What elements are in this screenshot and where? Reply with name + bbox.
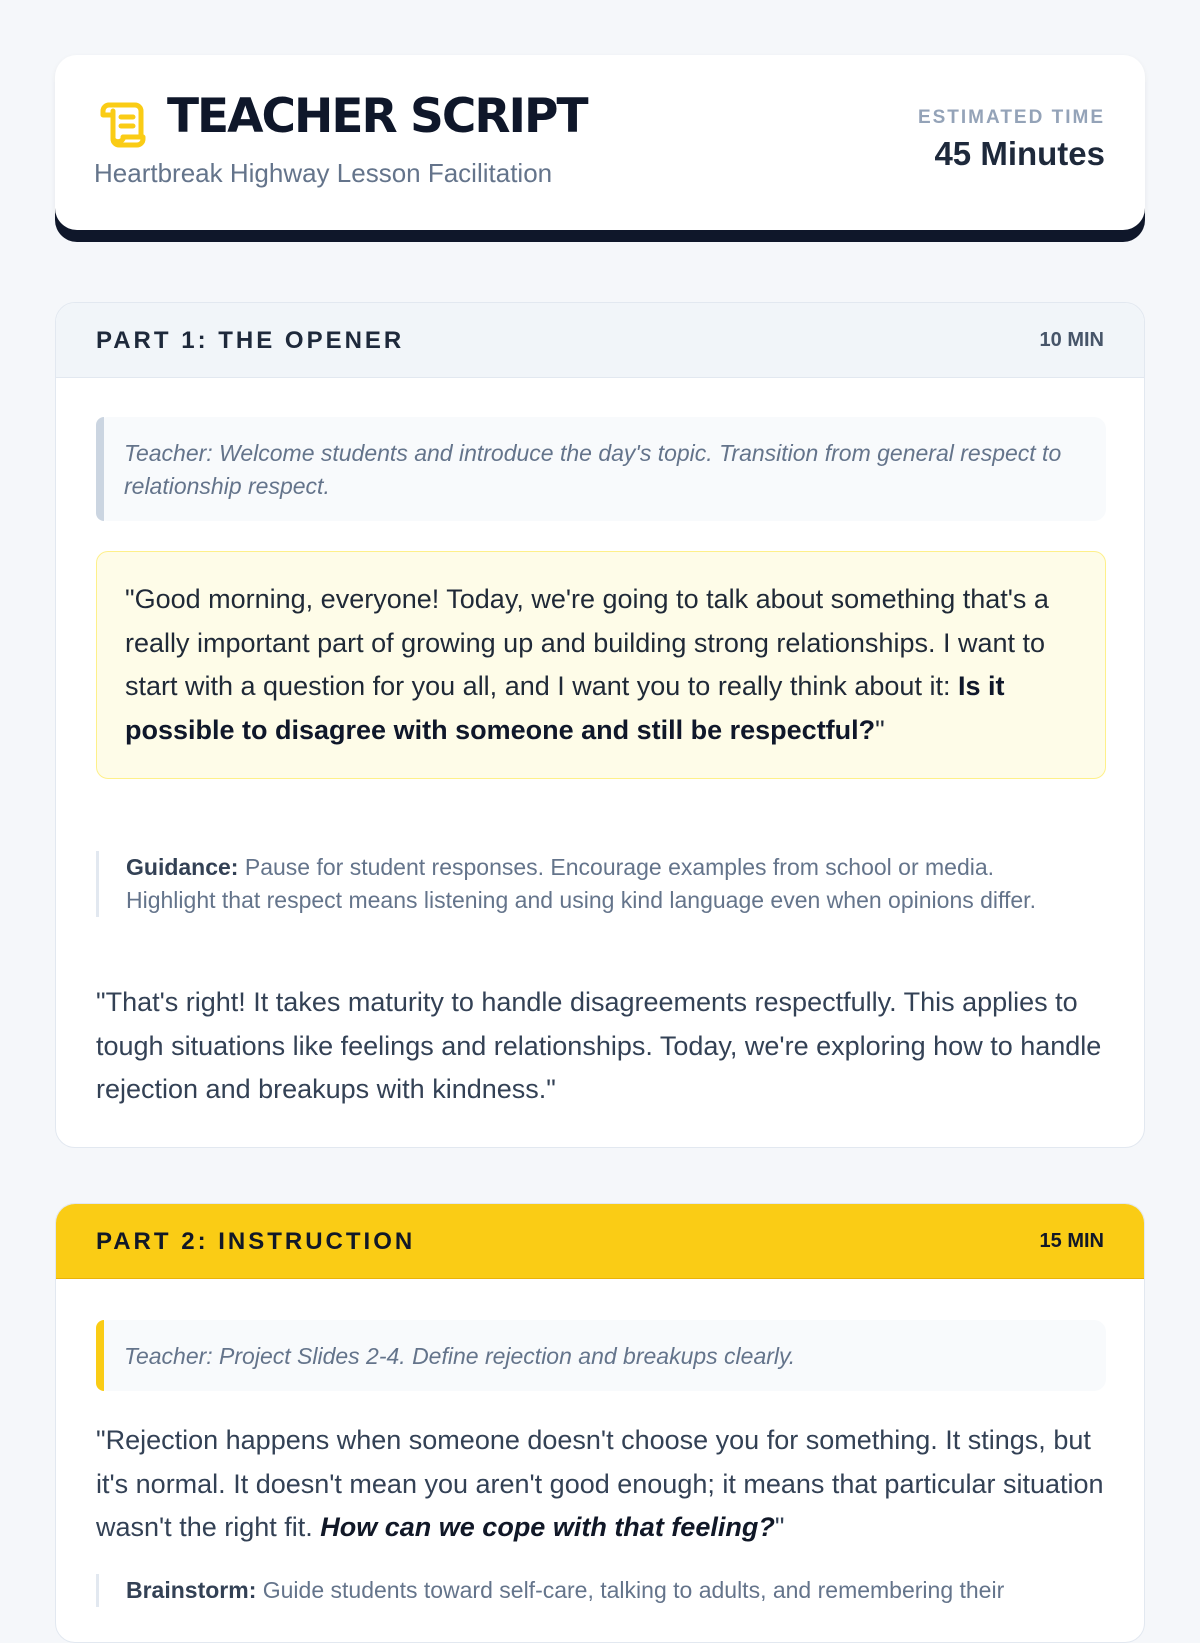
instruction-question: How can we cope with that feeling?: [320, 1512, 775, 1542]
estimated-time-label: ESTIMATED TIME: [917, 107, 1105, 128]
section-header: [56, 303, 1144, 378]
section-part-1: [55, 302, 1145, 1148]
script-question: Is it possible to disagree with someone and still be respectful?: [125, 671, 1005, 745]
script-intro: "Good morning, everyone! Today, we're going to talk about something that's a really important part of growing up and building strong relationships. I want to start with a question for you all, and I want you to really think about it:: [125, 584, 1049, 701]
script-quote-box: [96, 551, 1106, 779]
section-title: PART 2: INSTRUCTION: [96, 1228, 416, 1255]
script-close: ": [875, 714, 885, 745]
section-duration: 15 MIN: [1039, 1230, 1104, 1252]
instruction-intro: "Rejection happens when someone doesn't choose you for something. It stings, but it's normal. It doesn't mean you aren't good enough; it means that particular situation wasn't the right fit.: [96, 1425, 1104, 1542]
guidance-label: Guidance:: [126, 854, 239, 880]
section-part-2: [55, 1203, 1145, 1643]
estimated-time-value: 45 Minutes: [934, 135, 1105, 172]
section-duration: 10 MIN: [1039, 329, 1104, 351]
page-subtitle: Heartbreak Highway Lesson Facilitation: [94, 158, 553, 188]
section-header: [56, 1204, 1144, 1279]
guidance-text: Pause for student responses. Encourage examples from school or media. Highlight that respect means listening and using kind language even when opinions differ.: [126, 854, 1036, 913]
brainstorm-text: Guide students toward self-care, talking to adults, and remembering their: [256, 1577, 1005, 1603]
teacher-note: Teacher: Project Slides 2-4. Define rejection and breakups clearly.: [96, 1320, 1106, 1391]
instruction-close: ": [774, 1512, 785, 1542]
scroll-icon: [95, 99, 147, 149]
guidance-note: [96, 851, 1106, 917]
section-title: PART 1: THE OPENER: [96, 327, 405, 354]
followup-script: "That's right! It takes maturity to handle disagreements respectfully. This applies to tough situations like feelings and relationships. Today, we're exploring how to handle rejection and breakups with kindness.": [96, 987, 1102, 1104]
brainstorm-note: [96, 1574, 1106, 1607]
instruction-script: [96, 1419, 1111, 1550]
header-card: [55, 55, 1145, 230]
teacher-note: Teacher: Welcome students and introduce the day's topic. Transition from general respect to relationship respect.: [96, 417, 1106, 521]
brainstorm-label: Brainstorm:: [126, 1577, 257, 1603]
page-title: TEACHER SCRIPT: [167, 89, 587, 144]
